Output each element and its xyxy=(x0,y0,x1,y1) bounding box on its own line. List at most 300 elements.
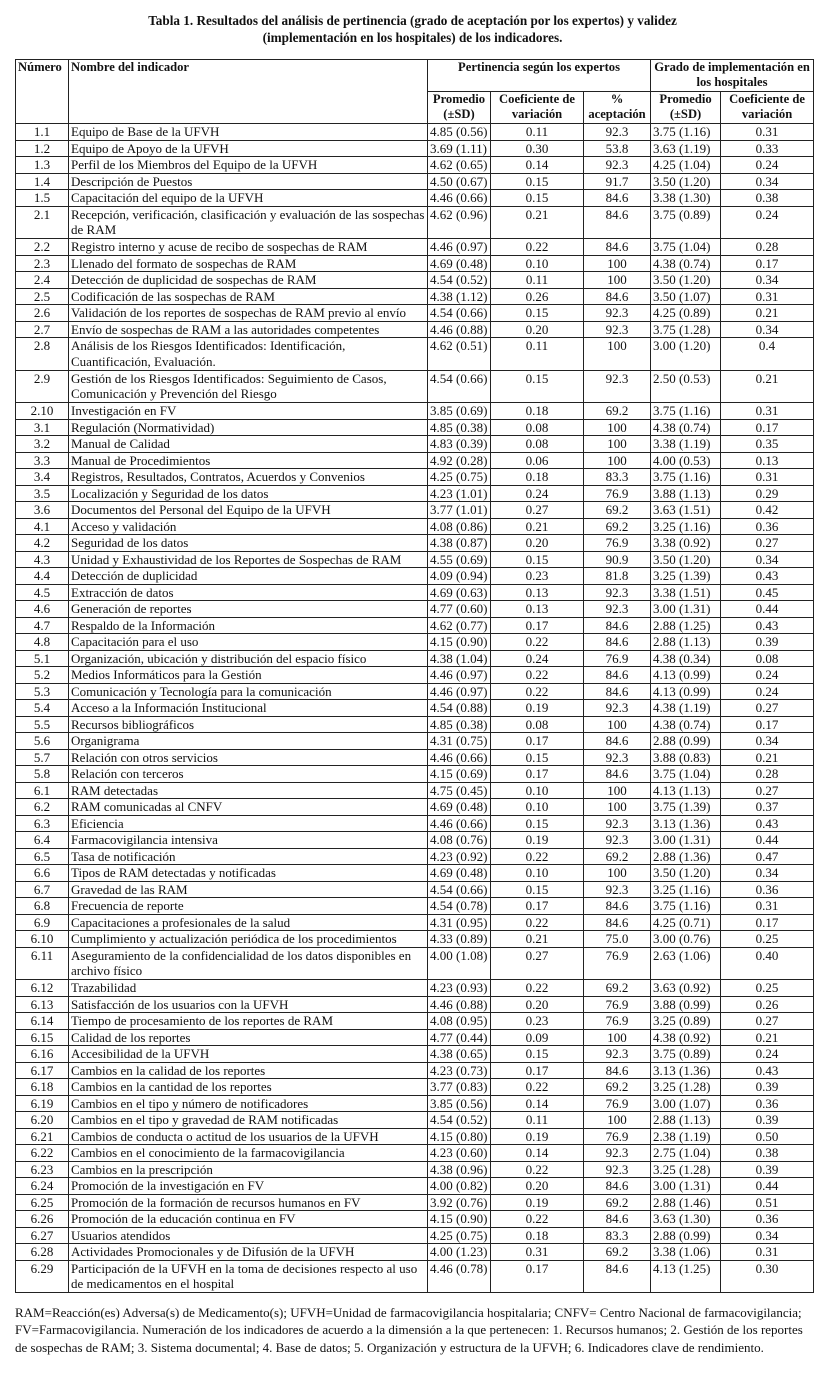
header-promedio-expertos: Promedio (±SD) xyxy=(428,92,491,124)
promedio-hospitales-cell: 3.00 (1.20) xyxy=(651,338,721,371)
promedio-hospitales-cell: 4.13 (0.99) xyxy=(651,667,721,684)
indicator-name-cell: Frecuencia de reporte xyxy=(69,898,428,915)
coef-expertos-cell: 0.22 xyxy=(491,848,584,865)
promedio-hospitales-cell: 4.38 (1.19) xyxy=(651,700,721,717)
header-nombre: Nombre del indicador xyxy=(69,60,428,124)
table-row xyxy=(16,650,814,667)
table-row xyxy=(16,914,814,931)
aceptacion-cell: 100 xyxy=(584,338,651,371)
coef-expertos-cell: 0.19 xyxy=(491,832,584,849)
coef-expertos-cell: 0.18 xyxy=(491,403,584,420)
coef-expertos-cell: 0.19 xyxy=(491,700,584,717)
promedio-hospitales-cell: 4.25 (0.89) xyxy=(651,305,721,322)
promedio-hospitales-cell: 3.38 (1.30) xyxy=(651,190,721,207)
indicator-name-cell: Actividades Promocionales y de Difusión de la UFVH xyxy=(69,1244,428,1261)
coef-expertos-cell: 0.19 xyxy=(491,1128,584,1145)
coef-hospitales-cell: 0.36 xyxy=(721,881,814,898)
promedio-expertos-cell: 4.83 (0.39) xyxy=(428,436,491,453)
promedio-hospitales-cell: 3.75 (1.16) xyxy=(651,403,721,420)
aceptacion-cell: 100 xyxy=(584,716,651,733)
promedio-expertos-cell: 4.46 (0.66) xyxy=(428,815,491,832)
indicator-number-cell: 6.28 xyxy=(16,1244,69,1261)
indicator-number-cell: 4.8 xyxy=(16,634,69,651)
header-coef-expertos: Coeficiente de variación xyxy=(491,92,584,124)
aceptacion-cell: 84.6 xyxy=(584,733,651,750)
promedio-expertos-cell: 4.25 (0.75) xyxy=(428,1227,491,1244)
indicator-number-cell: 6.20 xyxy=(16,1112,69,1129)
promedio-hospitales-cell: 2.75 (1.04) xyxy=(651,1145,721,1162)
indicator-name-cell: Capacitación del equipo de la UFVH xyxy=(69,190,428,207)
indicator-name-cell: Promoción de la educación continua en FV xyxy=(69,1211,428,1228)
promedio-hospitales-cell: 4.13 (1.25) xyxy=(651,1260,721,1293)
coef-expertos-cell: 0.24 xyxy=(491,650,584,667)
table-row xyxy=(16,1211,814,1228)
coef-expertos-cell: 0.08 xyxy=(491,419,584,436)
table-row xyxy=(16,584,814,601)
table-row xyxy=(16,733,814,750)
indicator-number-cell: 1.3 xyxy=(16,157,69,174)
indicator-number-cell: 6.18 xyxy=(16,1079,69,1096)
table-row xyxy=(16,255,814,272)
aceptacion-cell: 84.6 xyxy=(584,1211,651,1228)
indicator-number-cell: 2.6 xyxy=(16,305,69,322)
coef-hospitales-cell: 0.44 xyxy=(721,1178,814,1195)
table-row xyxy=(16,1013,814,1030)
coef-hospitales-cell: 0.21 xyxy=(721,1029,814,1046)
aceptacion-cell: 100 xyxy=(584,452,651,469)
promedio-expertos-cell: 4.08 (0.76) xyxy=(428,832,491,849)
aceptacion-cell: 92.3 xyxy=(584,321,651,338)
promedio-expertos-cell: 4.46 (0.97) xyxy=(428,667,491,684)
indicator-number-cell: 6.25 xyxy=(16,1194,69,1211)
table-row xyxy=(16,898,814,915)
coef-expertos-cell: 0.10 xyxy=(491,865,584,882)
promedio-hospitales-cell: 2.88 (1.46) xyxy=(651,1194,721,1211)
indicator-name-cell: Envío de sospechas de RAM a las autoridades competentes xyxy=(69,321,428,338)
table-row xyxy=(16,272,814,289)
coef-expertos-cell: 0.11 xyxy=(491,338,584,371)
table-footnote: RAM=Reacción(es) Adversa(s) de Medicamento(s); UFVH=Unidad de farmacovigilancia hospitalaria; CNFV= Centro Nacional de farmacovigilancia; FV=Farmacovigilancia. Numeración de los indicadores de acuerdo a la dimensión a la que pertenecen: 1. Recursos humanos; 2. Gestión de los reportes de sospechas de RAM; 3. Sistema documental; 4. Base de datos; 5. Organización y estructura de la UFVH; 6. Indicadores clave de rendimiento. xyxy=(15,1305,803,1355)
promedio-expertos-cell: 4.25 (0.75) xyxy=(428,469,491,486)
indicator-name-cell: Cambios en la prescripción xyxy=(69,1161,428,1178)
table-row xyxy=(16,1079,814,1096)
aceptacion-cell: 84.6 xyxy=(584,898,651,915)
table-row xyxy=(16,716,814,733)
coef-expertos-cell: 0.14 xyxy=(491,157,584,174)
table-row xyxy=(16,799,814,816)
indicator-number-cell: 6.15 xyxy=(16,1029,69,1046)
coef-hospitales-cell: 0.25 xyxy=(721,980,814,997)
indicator-number-cell: 4.6 xyxy=(16,601,69,618)
promedio-hospitales-cell: 3.25 (1.16) xyxy=(651,518,721,535)
coef-expertos-cell: 0.15 xyxy=(491,190,584,207)
coef-hospitales-cell: 0.38 xyxy=(721,190,814,207)
aceptacion-cell: 92.3 xyxy=(584,700,651,717)
coef-hospitales-cell: 0.26 xyxy=(721,996,814,1013)
aceptacion-cell: 83.3 xyxy=(584,1227,651,1244)
aceptacion-cell: 84.6 xyxy=(584,1062,651,1079)
indicator-name-cell: Localización y Seguridad de los datos xyxy=(69,485,428,502)
table-row xyxy=(16,996,814,1013)
table-row xyxy=(16,1029,814,1046)
indicator-name-cell: Llenado del formato de sospechas de RAM xyxy=(69,255,428,272)
coef-expertos-cell: 0.15 xyxy=(491,881,584,898)
aceptacion-cell: 84.6 xyxy=(584,239,651,256)
aceptacion-cell: 76.9 xyxy=(584,650,651,667)
coef-hospitales-cell: 0.44 xyxy=(721,832,814,849)
aceptacion-cell: 84.6 xyxy=(584,766,651,783)
aceptacion-cell: 84.6 xyxy=(584,683,651,700)
promedio-expertos-cell: 4.00 (0.82) xyxy=(428,1178,491,1195)
promedio-expertos-cell: 4.31 (0.75) xyxy=(428,733,491,750)
coef-expertos-cell: 0.11 xyxy=(491,272,584,289)
indicator-name-cell: Capacitaciones a profesionales de la salud xyxy=(69,914,428,931)
indicator-name-cell: Unidad y Exhaustividad de los Reportes de Sospechas de RAM xyxy=(69,551,428,568)
promedio-expertos-cell: 3.77 (0.83) xyxy=(428,1079,491,1096)
indicator-name-cell: Cambios en la cantidad de los reportes xyxy=(69,1079,428,1096)
indicator-name-cell: Análisis de los Riesgos Identificados: Identificación, Cuantificación, Evaluación. xyxy=(69,338,428,371)
coef-expertos-cell: 0.27 xyxy=(491,947,584,980)
indicator-number-cell: 6.11 xyxy=(16,947,69,980)
indicator-name-cell: Equipo de Base de la UFVH xyxy=(69,124,428,141)
coef-hospitales-cell: 0.27 xyxy=(721,782,814,799)
table-row xyxy=(16,140,814,157)
coef-hospitales-cell: 0.47 xyxy=(721,848,814,865)
promedio-expertos-cell: 4.62 (0.65) xyxy=(428,157,491,174)
coef-expertos-cell: 0.14 xyxy=(491,1145,584,1162)
promedio-expertos-cell: 4.23 (0.93) xyxy=(428,980,491,997)
coef-hospitales-cell: 0.36 xyxy=(721,1095,814,1112)
indicator-name-cell: Satisfacción de los usuarios con la UFVH xyxy=(69,996,428,1013)
coef-hospitales-cell: 0.34 xyxy=(721,173,814,190)
aceptacion-cell: 84.6 xyxy=(584,914,651,931)
promedio-expertos-cell: 4.75 (0.45) xyxy=(428,782,491,799)
promedio-expertos-cell: 4.46 (0.88) xyxy=(428,321,491,338)
promedio-expertos-cell: 3.85 (0.69) xyxy=(428,403,491,420)
promedio-hospitales-cell: 3.00 (1.31) xyxy=(651,601,721,618)
coef-hospitales-cell: 0.31 xyxy=(721,1244,814,1261)
indicator-number-cell: 6.10 xyxy=(16,931,69,948)
promedio-hospitales-cell: 3.50 (1.20) xyxy=(651,272,721,289)
promedio-expertos-cell: 4.15 (0.69) xyxy=(428,766,491,783)
table-row xyxy=(16,980,814,997)
promedio-hospitales-cell: 3.25 (1.28) xyxy=(651,1161,721,1178)
promedio-expertos-cell: 4.54 (0.66) xyxy=(428,305,491,322)
indicator-number-cell: 6.17 xyxy=(16,1062,69,1079)
indicator-name-cell: Cambios en el conocimiento de la farmacovigilancia xyxy=(69,1145,428,1162)
aceptacion-cell: 92.3 xyxy=(584,601,651,618)
promedio-expertos-cell: 4.31 (0.95) xyxy=(428,914,491,931)
indicator-name-cell: Capacitación para el uso xyxy=(69,634,428,651)
promedio-hospitales-cell: 4.13 (0.99) xyxy=(651,683,721,700)
indicator-name-cell: Respaldo de la Información xyxy=(69,617,428,634)
promedio-expertos-cell: 4.46 (0.66) xyxy=(428,749,491,766)
promedio-hospitales-cell: 3.75 (1.04) xyxy=(651,766,721,783)
header-promedio-hospitales: Promedio (±SD) xyxy=(651,92,721,124)
table-row xyxy=(16,1046,814,1063)
aceptacion-cell: 90.9 xyxy=(584,551,651,568)
promedio-hospitales-cell: 4.25 (1.04) xyxy=(651,157,721,174)
aceptacion-cell: 92.3 xyxy=(584,1145,651,1162)
aceptacion-cell: 84.6 xyxy=(584,634,651,651)
indicator-name-cell: Organigrama xyxy=(69,733,428,750)
promedio-expertos-cell: 4.50 (0.67) xyxy=(428,173,491,190)
coef-expertos-cell: 0.13 xyxy=(491,584,584,601)
coef-expertos-cell: 0.31 xyxy=(491,1244,584,1261)
coef-expertos-cell: 0.10 xyxy=(491,782,584,799)
coef-expertos-cell: 0.21 xyxy=(491,206,584,239)
promedio-hospitales-cell: 2.38 (1.19) xyxy=(651,1128,721,1145)
aceptacion-cell: 69.2 xyxy=(584,502,651,519)
coef-hospitales-cell: 0.40 xyxy=(721,947,814,980)
table-row xyxy=(16,815,814,832)
promedio-hospitales-cell: 4.38 (0.74) xyxy=(651,716,721,733)
indicator-number-cell: 2.8 xyxy=(16,338,69,371)
indicator-number-cell: 5.5 xyxy=(16,716,69,733)
coef-hospitales-cell: 0.24 xyxy=(721,683,814,700)
coef-expertos-cell: 0.22 xyxy=(491,667,584,684)
promedio-hospitales-cell: 3.00 (1.07) xyxy=(651,1095,721,1112)
coef-hospitales-cell: 0.31 xyxy=(721,898,814,915)
aceptacion-cell: 75.0 xyxy=(584,931,651,948)
aceptacion-cell: 92.3 xyxy=(584,881,651,898)
coef-expertos-cell: 0.08 xyxy=(491,716,584,733)
aceptacion-cell: 100 xyxy=(584,1029,651,1046)
table-row xyxy=(16,865,814,882)
promedio-expertos-cell: 3.77 (1.01) xyxy=(428,502,491,519)
coef-expertos-cell: 0.17 xyxy=(491,617,584,634)
table-row xyxy=(16,338,814,371)
promedio-hospitales-cell: 3.50 (1.07) xyxy=(651,288,721,305)
aceptacion-cell: 92.3 xyxy=(584,584,651,601)
coef-hospitales-cell: 0.21 xyxy=(721,749,814,766)
table-row xyxy=(16,634,814,651)
table-row xyxy=(16,1244,814,1261)
promedio-hospitales-cell: 4.25 (0.71) xyxy=(651,914,721,931)
indicator-number-cell: 1.4 xyxy=(16,173,69,190)
table-row xyxy=(16,1062,814,1079)
coef-expertos-cell: 0.15 xyxy=(491,305,584,322)
indicator-name-cell: Organización, ubicación y distribución del espacio físico xyxy=(69,650,428,667)
aceptacion-cell: 53.8 xyxy=(584,140,651,157)
promedio-expertos-cell: 4.23 (0.60) xyxy=(428,1145,491,1162)
coef-hospitales-cell: 0.21 xyxy=(721,305,814,322)
coef-hospitales-cell: 0.44 xyxy=(721,601,814,618)
table-row xyxy=(16,667,814,684)
promedio-expertos-cell: 4.77 (0.44) xyxy=(428,1029,491,1046)
table-row xyxy=(16,124,814,141)
aceptacion-cell: 92.3 xyxy=(584,124,651,141)
table-row xyxy=(16,535,814,552)
promedio-hospitales-cell: 3.75 (0.89) xyxy=(651,1046,721,1063)
coef-expertos-cell: 0.09 xyxy=(491,1029,584,1046)
indicator-name-cell: Promoción de la investigación en FV xyxy=(69,1178,428,1195)
promedio-expertos-cell: 4.54 (0.78) xyxy=(428,898,491,915)
promedio-hospitales-cell: 4.13 (1.13) xyxy=(651,782,721,799)
promedio-hospitales-cell: 2.88 (1.13) xyxy=(651,1112,721,1129)
promedio-hospitales-cell: 3.75 (1.16) xyxy=(651,469,721,486)
aceptacion-cell: 84.6 xyxy=(584,190,651,207)
aceptacion-cell: 100 xyxy=(584,865,651,882)
aceptacion-cell: 69.2 xyxy=(584,848,651,865)
table-row xyxy=(16,288,814,305)
promedio-expertos-cell: 4.23 (0.92) xyxy=(428,848,491,865)
table-row xyxy=(16,601,814,618)
coef-expertos-cell: 0.22 xyxy=(491,1079,584,1096)
aceptacion-cell: 76.9 xyxy=(584,535,651,552)
coef-expertos-cell: 0.13 xyxy=(491,601,584,618)
promedio-expertos-cell: 4.77 (0.60) xyxy=(428,601,491,618)
coef-expertos-cell: 0.21 xyxy=(491,931,584,948)
indicator-number-cell: 6.29 xyxy=(16,1260,69,1293)
coef-hospitales-cell: 0.38 xyxy=(721,1145,814,1162)
coef-expertos-cell: 0.22 xyxy=(491,239,584,256)
promedio-expertos-cell: 4.55 (0.69) xyxy=(428,551,491,568)
indicator-number-cell: 6.12 xyxy=(16,980,69,997)
coef-expertos-cell: 0.11 xyxy=(491,124,584,141)
table-row xyxy=(16,370,814,403)
table-row xyxy=(16,551,814,568)
promedio-hospitales-cell: 3.00 (1.31) xyxy=(651,832,721,849)
promedio-expertos-cell: 4.15 (0.80) xyxy=(428,1128,491,1145)
header-group-pertinencia: Pertinencia según los expertos xyxy=(428,60,651,92)
promedio-expertos-cell: 4.46 (0.97) xyxy=(428,239,491,256)
indicator-name-cell: Manual de Calidad xyxy=(69,436,428,453)
aceptacion-cell: 100 xyxy=(584,782,651,799)
indicator-name-cell: Extracción de datos xyxy=(69,584,428,601)
coef-expertos-cell: 0.20 xyxy=(491,996,584,1013)
promedio-hospitales-cell: 2.88 (1.36) xyxy=(651,848,721,865)
indicator-number-cell: 6.1 xyxy=(16,782,69,799)
table-row xyxy=(16,436,814,453)
indicator-number-cell: 5.4 xyxy=(16,700,69,717)
table-row xyxy=(16,832,814,849)
coef-hospitales-cell: 0.27 xyxy=(721,535,814,552)
indicator-name-cell: Gravedad de las RAM xyxy=(69,881,428,898)
table-body xyxy=(16,124,814,1293)
indicator-number-cell: 6.6 xyxy=(16,865,69,882)
indicator-name-cell: Acceso a la Información Institucional xyxy=(69,700,428,717)
indicator-number-cell: 4.7 xyxy=(16,617,69,634)
table-row xyxy=(16,190,814,207)
indicator-name-cell: Promoción de la formación de recursos humanos en FV xyxy=(69,1194,428,1211)
coef-expertos-cell: 0.10 xyxy=(491,799,584,816)
indicator-number-cell: 6.9 xyxy=(16,914,69,931)
promedio-expertos-cell: 4.62 (0.77) xyxy=(428,617,491,634)
table-row xyxy=(16,502,814,519)
aceptacion-cell: 92.3 xyxy=(584,749,651,766)
indicator-number-cell: 3.2 xyxy=(16,436,69,453)
table-row xyxy=(16,749,814,766)
indicator-number-cell: 2.5 xyxy=(16,288,69,305)
coef-hospitales-cell: 0.17 xyxy=(721,419,814,436)
promedio-expertos-cell: 3.69 (1.11) xyxy=(428,140,491,157)
indicator-number-cell: 2.9 xyxy=(16,370,69,403)
indicator-number-cell: 6.24 xyxy=(16,1178,69,1195)
coef-expertos-cell: 0.15 xyxy=(491,551,584,568)
promedio-hospitales-cell: 4.00 (0.53) xyxy=(651,452,721,469)
coef-hospitales-cell: 0.24 xyxy=(721,206,814,239)
promedio-expertos-cell: 4.69 (0.48) xyxy=(428,255,491,272)
promedio-hospitales-cell: 2.50 (0.53) xyxy=(651,370,721,403)
aceptacion-cell: 92.3 xyxy=(584,157,651,174)
indicator-number-cell: 4.1 xyxy=(16,518,69,535)
promedio-hospitales-cell: 3.75 (1.39) xyxy=(651,799,721,816)
promedio-expertos-cell: 4.23 (1.01) xyxy=(428,485,491,502)
indicator-name-cell: Accesibilidad de la UFVH xyxy=(69,1046,428,1063)
indicator-number-cell: 3.4 xyxy=(16,469,69,486)
coef-hospitales-cell: 0.4 xyxy=(721,338,814,371)
promedio-expertos-cell: 4.08 (0.86) xyxy=(428,518,491,535)
table-row xyxy=(16,931,814,948)
table-row xyxy=(16,1161,814,1178)
header-group-implementacion: Grado de implementación en los hospitales xyxy=(651,60,814,92)
coef-expertos-cell: 0.21 xyxy=(491,518,584,535)
table-row xyxy=(16,173,814,190)
aceptacion-cell: 84.6 xyxy=(584,1260,651,1293)
table-row xyxy=(16,403,814,420)
aceptacion-cell: 76.9 xyxy=(584,1095,651,1112)
aceptacion-cell: 69.2 xyxy=(584,1244,651,1261)
aceptacion-cell: 84.6 xyxy=(584,667,651,684)
indicator-number-cell: 2.4 xyxy=(16,272,69,289)
coef-hospitales-cell: 0.42 xyxy=(721,502,814,519)
indicator-name-cell: Equipo de Apoyo de la UFVH xyxy=(69,140,428,157)
coef-expertos-cell: 0.15 xyxy=(491,815,584,832)
table-row xyxy=(16,1128,814,1145)
coef-hospitales-cell: 0.28 xyxy=(721,239,814,256)
aceptacion-cell: 100 xyxy=(584,255,651,272)
indicator-name-cell: Detección de duplicidad de sospechas de RAM xyxy=(69,272,428,289)
promedio-hospitales-cell: 3.25 (0.89) xyxy=(651,1013,721,1030)
indicator-number-cell: 6.4 xyxy=(16,832,69,849)
coef-hospitales-cell: 0.24 xyxy=(721,157,814,174)
promedio-hospitales-cell: 3.50 (1.20) xyxy=(651,551,721,568)
aceptacion-cell: 81.8 xyxy=(584,568,651,585)
indicator-name-cell: Cambios en el tipo y número de notificadores xyxy=(69,1095,428,1112)
table-row xyxy=(16,617,814,634)
promedio-hospitales-cell: 3.00 (1.31) xyxy=(651,1178,721,1195)
coef-hospitales-cell: 0.31 xyxy=(721,403,814,420)
coef-hospitales-cell: 0.28 xyxy=(721,766,814,783)
indicator-name-cell: Relación con otros servicios xyxy=(69,749,428,766)
promedio-expertos-cell: 4.38 (0.87) xyxy=(428,535,491,552)
promedio-expertos-cell: 4.54 (0.52) xyxy=(428,1112,491,1129)
coef-expertos-cell: 0.15 xyxy=(491,749,584,766)
coef-hospitales-cell: 0.34 xyxy=(721,551,814,568)
table-row xyxy=(16,1178,814,1195)
promedio-hospitales-cell: 3.75 (1.16) xyxy=(651,124,721,141)
promedio-hospitales-cell: 2.88 (1.25) xyxy=(651,617,721,634)
indicator-name-cell: Validación de los reportes de sospechas de RAM previo al envío xyxy=(69,305,428,322)
coef-hospitales-cell: 0.39 xyxy=(721,634,814,651)
promedio-hospitales-cell: 3.25 (1.39) xyxy=(651,568,721,585)
promedio-expertos-cell: 4.00 (1.08) xyxy=(428,947,491,980)
coef-hospitales-cell: 0.31 xyxy=(721,469,814,486)
coef-hospitales-cell: 0.27 xyxy=(721,1013,814,1030)
promedio-hospitales-cell: 3.88 (0.99) xyxy=(651,996,721,1013)
promedio-hospitales-cell: 4.38 (0.92) xyxy=(651,1029,721,1046)
indicator-number-cell: 6.26 xyxy=(16,1211,69,1228)
table-row xyxy=(16,1227,814,1244)
coef-expertos-cell: 0.20 xyxy=(491,321,584,338)
indicator-number-cell: 2.3 xyxy=(16,255,69,272)
table-row xyxy=(16,157,814,174)
aceptacion-cell: 91.7 xyxy=(584,173,651,190)
coef-expertos-cell: 0.27 xyxy=(491,502,584,519)
table-row xyxy=(16,881,814,898)
indicator-name-cell: Cambios en la calidad de los reportes xyxy=(69,1062,428,1079)
